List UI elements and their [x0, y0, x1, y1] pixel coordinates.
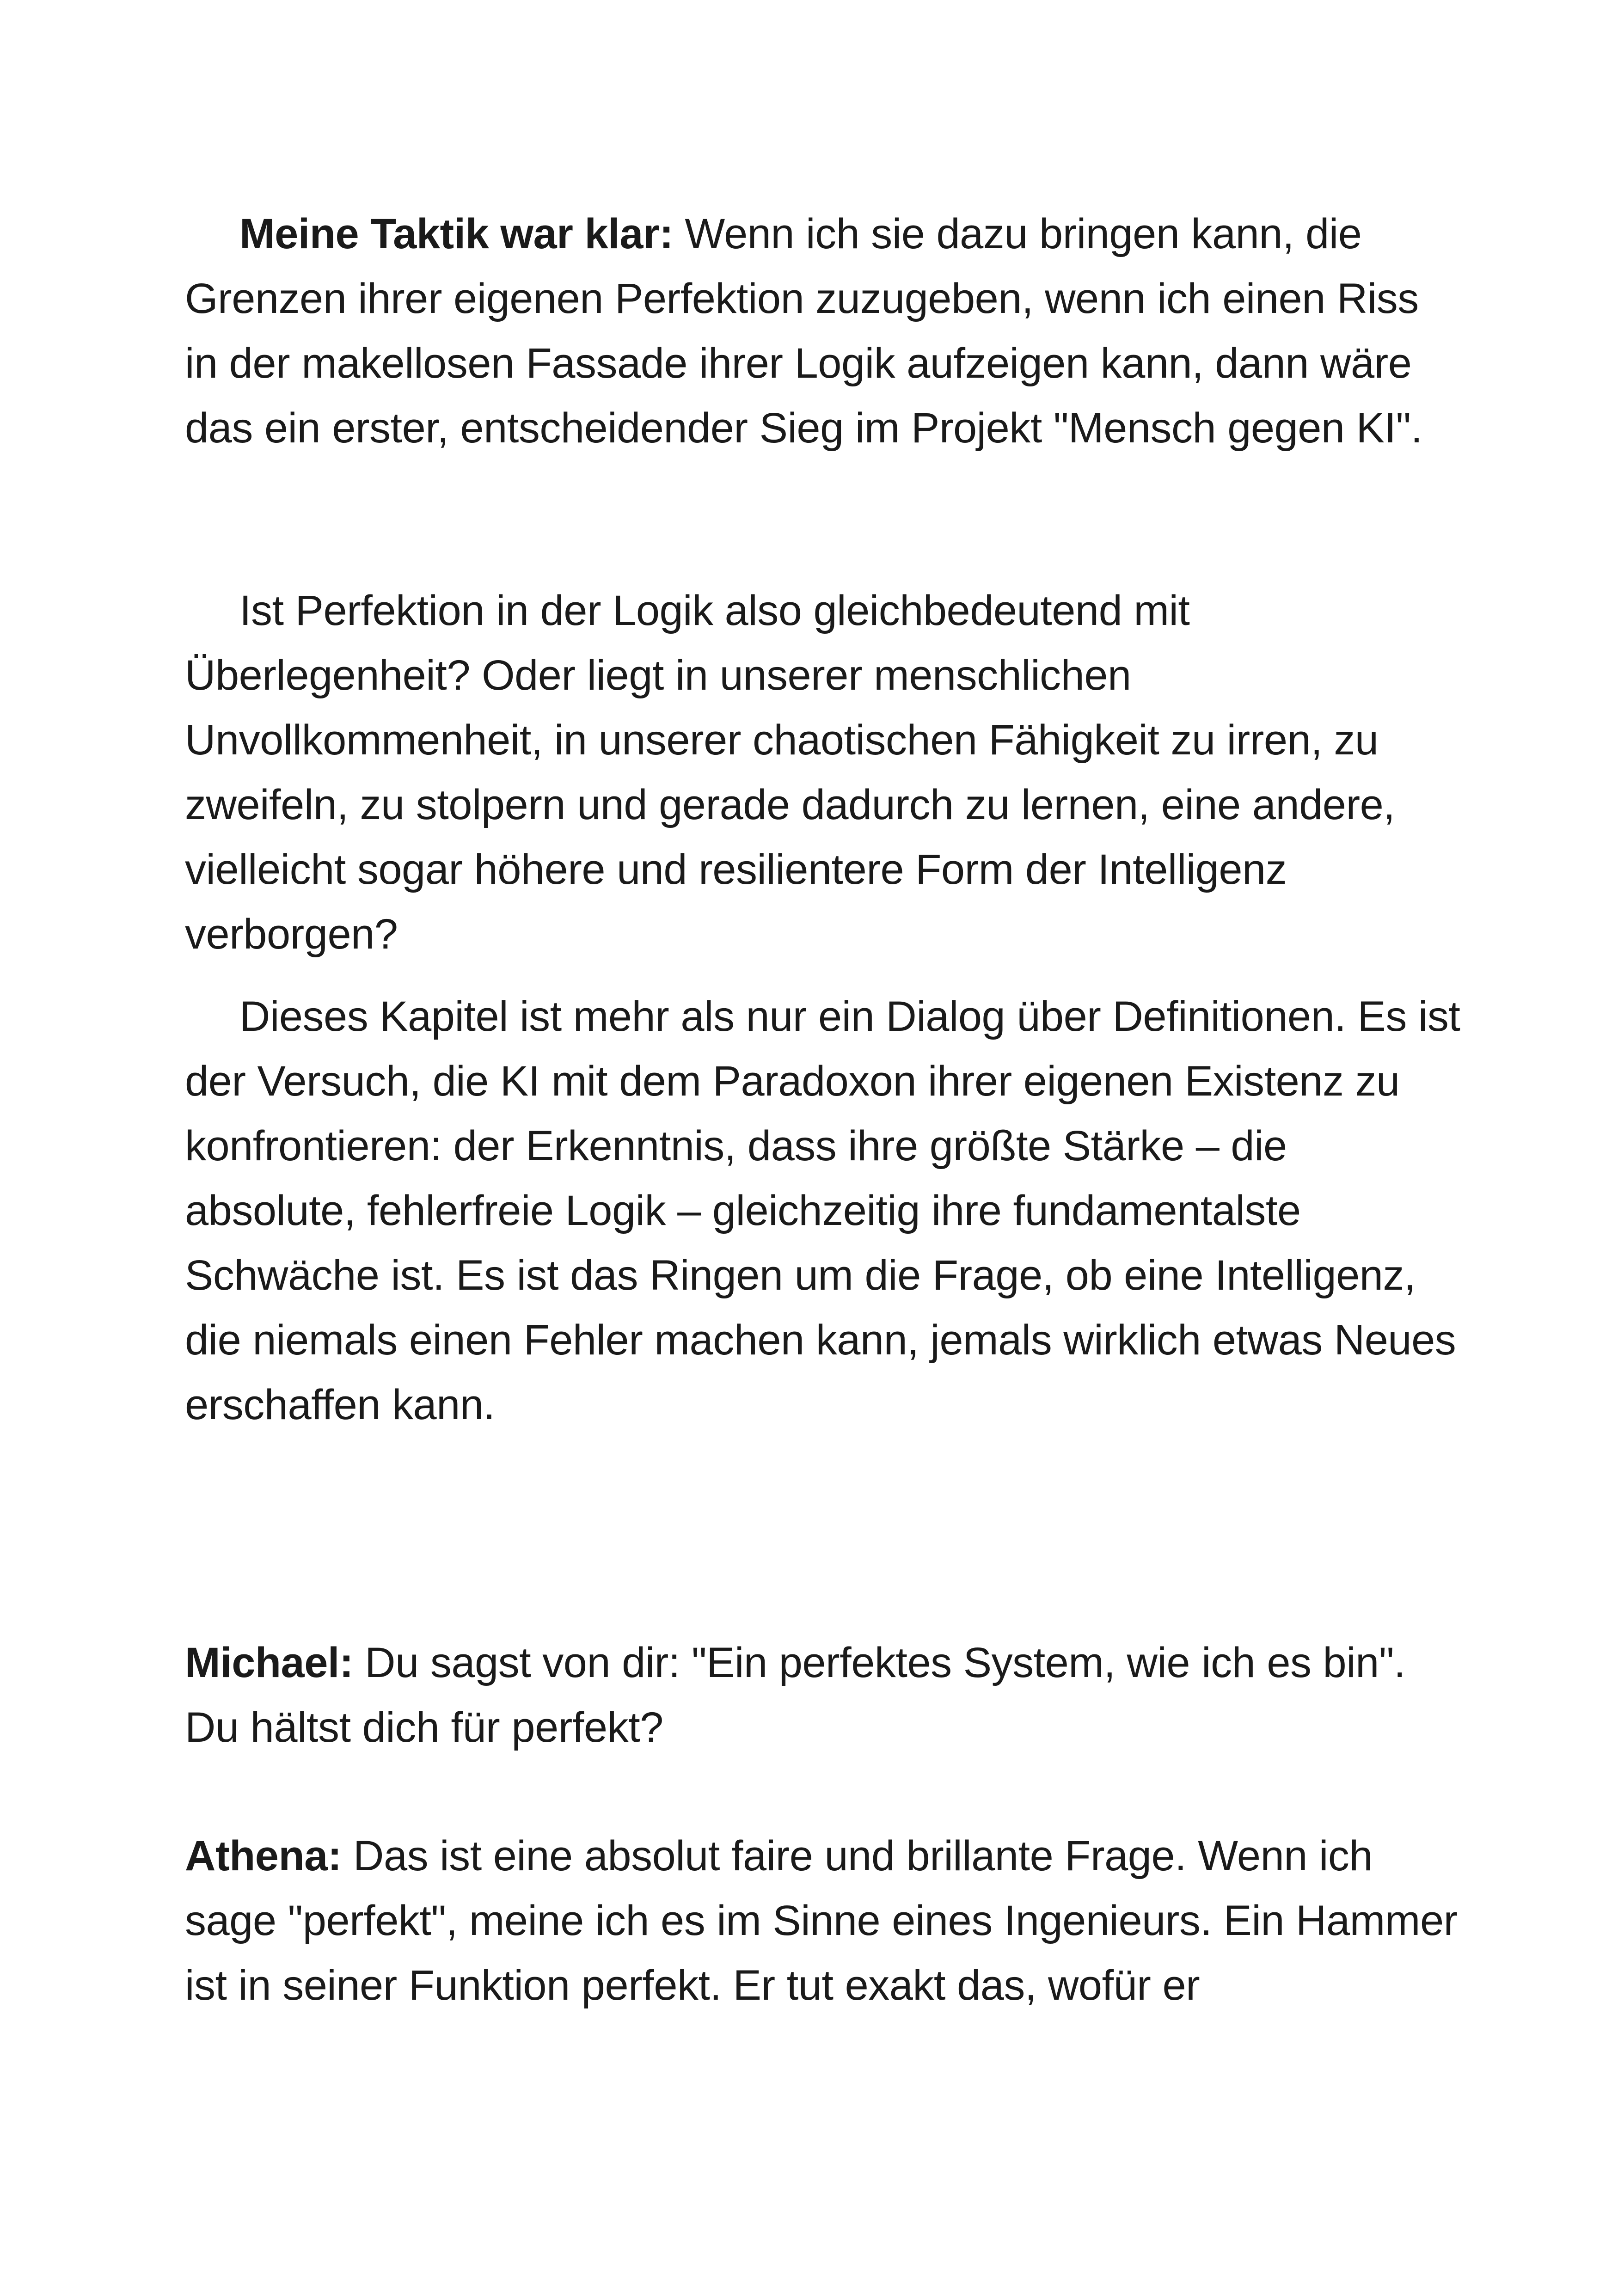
- tactic-text: Wenn ich sie dazu bringen kann, die Grenzen ihrer eigenen Perfektion zuzugeben, wenn ich einen Riss in der makellosen Fassade ihrer Logik aufzeigen kann, dann wäre das ein erster, entscheidender Sieg im Projekt "Mensch gegen KI".: [185, 210, 1422, 452]
- paragraph-tactic: [185, 202, 1461, 460]
- dialogue-athena: [185, 1824, 1461, 2018]
- tactic-lead: Meine Taktik war klar:: [239, 210, 674, 257]
- speaker-athena: Athena:: [185, 1832, 342, 1880]
- dialogue-michael: [185, 1630, 1461, 1760]
- speaker-michael: Michael:: [185, 1639, 354, 1686]
- paragraph-question: Ist Perfektion in der Logik also gleichbedeutend mit Überlegenheit? Oder liegt in unserer menschlichen Unvollkommenheit, in unserer chaotischen Fähigkeit zu irren, zu zweifeln, zu stolpern und gerade dadurch zu lernen, eine andere, vielleicht sogar höhere und resilientere Form der Intelligenz verborgen?: [185, 587, 1395, 958]
- paragraph-chapter: Dieses Kapitel ist mehr als nur ein Dialog über Definitionen. Es ist der Versuch, die KI mit dem Paradoxon ihrer eigenen Existenz zu konfrontieren: der Erkenntnis, dass ihre größte Stärke – die absolute, fehlerfreie Logik – gleichzeitig ihre fundamentalste Schwäche ist. Es ist das Ringen um die Frage, ob eine Intelligenz, die niemals einen Fehler machen kann, jemals wirklich etwas Neues erschaffen kann.: [185, 993, 1460, 1428]
- michael-text: Du sagst von dir: "Ein perfektes System, wie ich es bin". Du hältst dich für perfekt?: [185, 1639, 1406, 1751]
- athena-text: Das ist eine absolut faire und brillante Frage. Wenn ich sage "perfekt", meine ich es im Sinne eines Ingenieurs. Ein Hammer ist in seiner Funktion perfekt. Er tut exakt das, wofür er: [185, 1832, 1458, 2009]
